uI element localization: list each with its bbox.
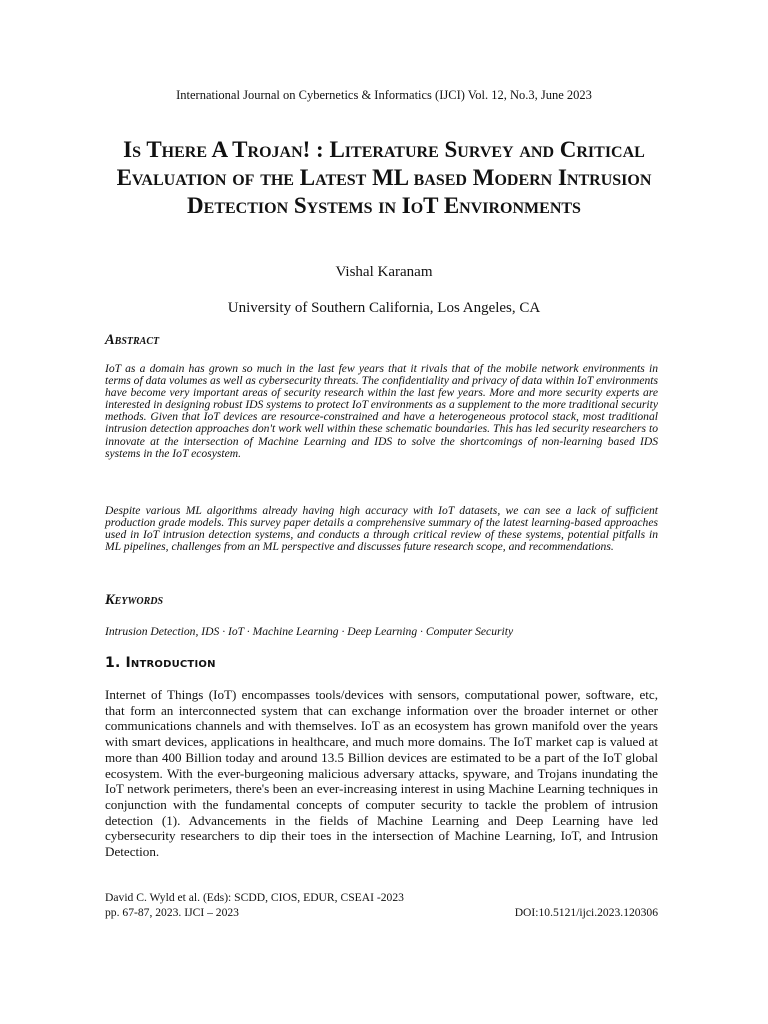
footer-doi: DOI:10.5121/ijci.2023.120306 <box>514 906 658 919</box>
section-number: 1. <box>105 655 121 671</box>
introduction-heading <box>105 655 216 671</box>
footer-page-range: pp. 67-87, 2023. IJCI – 2023 <box>105 906 239 919</box>
abstract-paragraph-1: IoT as a domain has grown so much in the last few years that it rivals that of the mobile network environments in terms of data volumes as well as cybersecurity threats. The confidentiality and privacy of data within IoT environments have become very important areas of security research within the last few years. More and more security experts are interested in designing robust IDS systems to protect IoT environments as a supplement to the more traditional security methods. Given that IoT devices are resource-constrained and have a heterogeneous protocol stack, most traditional intrusion detection approaches don't work well within these schematic boundaries. This has led security researchers to innovate at the intersection of Machine Learning and IDS to solve the shortcomings of non-learning based IDS systems in the IoT ecosystem. <box>105 362 658 460</box>
author-affiliation: University of Southern California, Los Angeles, CA <box>227 300 541 316</box>
abstract-paragraph-2: Despite various ML algorithms already having high accuracy with IoT datasets, we can see a lack of sufficient production grade models. This survey paper details a comprehensive summary of the latest learning-based approaches used in IoT intrusion detection systems, and conducts a through critical review of these systems, potential pitfalls in ML pipelines, challenges from an ML perspective and discusses future research scope, and recommendations. <box>105 504 658 554</box>
author-name: Vishal Karanam <box>335 264 433 280</box>
footer-editors: David C. Wyld et al. (Eds): SCDD, CIOS, EDUR, CSEAI -2023 <box>105 891 404 904</box>
footer-pages <box>105 906 658 919</box>
paper-title: Is There A Trojan! : Literature Survey and Critical Evaluation of the Latest ML based Modern Intrusion Detection Systems in IoT Environments <box>116 137 652 218</box>
keywords-text: Intrusion Detection, IDS · IoT · Machine Learning · Deep Learning · Computer Security <box>105 625 514 638</box>
introduction-paragraph: Internet of Things (IoT) encompasses tools/devices with sensors, computational power, software, etc, that form an interconnected system that can exchange information over the broader internet or other communications channels and with themselves. IoT as an ecosystem has grown manifold over the years with smart devices, applications in healthcare, and much more domains. The IoT market cap is valued at more than 400 Billion today and around 13.5 Billion devices are estimated to be a part of the IoT global ecosystem. With the ever-burgeoning malicious adversary attacks, spyware, and Trojans inundating the IoT network perimeters, there's been an ever-increasing interest in using Machine Learning techniques in conjunction with the fundamental concepts of computer security to tackle the problem of intrusion detection (1). Advancements in the fields of Machine Learning and Deep Learning have led cybersecurity researchers to dip their toes in the intersection of Machine Learning, IoT, and Intrusion Detection. <box>105 687 658 860</box>
journal-header: International Journal on Cybernetics & Informatics (IJCI) Vol. 12, No.3, June 2023 <box>176 88 592 102</box>
abstract-heading: Abstract <box>105 332 160 348</box>
keywords-heading: Keywords <box>105 592 164 608</box>
section-title: Introduction <box>125 655 216 671</box>
